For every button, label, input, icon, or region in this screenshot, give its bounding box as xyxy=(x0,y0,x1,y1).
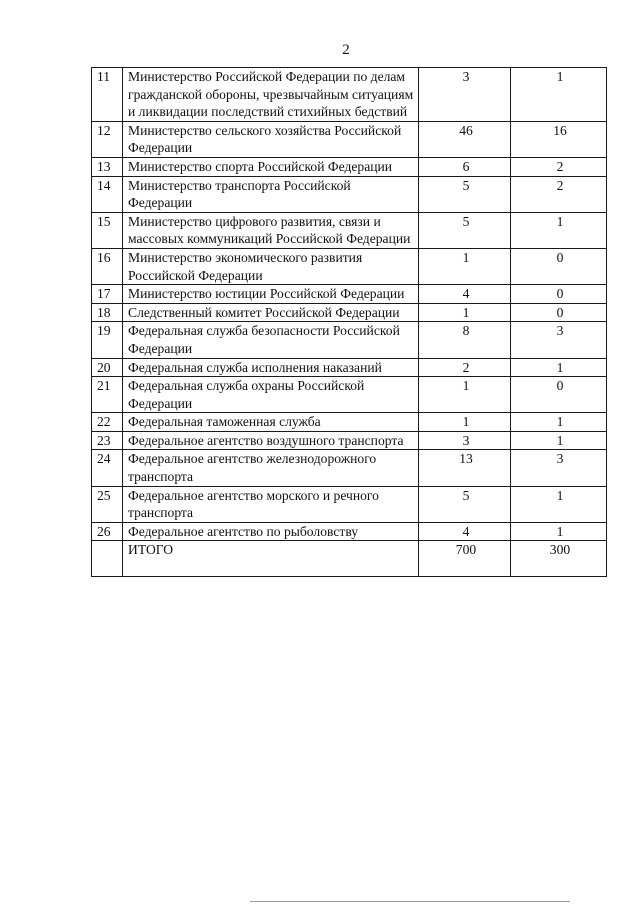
page-number: 2 xyxy=(342,42,350,58)
count-column-2: 0 xyxy=(511,248,607,284)
count-column-2: 1 xyxy=(511,486,607,522)
table-row xyxy=(92,157,607,176)
row-number: 11 xyxy=(92,68,123,122)
count-column-1: 1 xyxy=(419,248,511,284)
table-row xyxy=(92,212,607,248)
table-row xyxy=(92,68,607,122)
table-row xyxy=(92,431,607,450)
table-row xyxy=(92,285,607,304)
row-number: 12 xyxy=(92,121,123,157)
count-column-2: 2 xyxy=(511,157,607,176)
count-column-1: 8 xyxy=(419,322,511,358)
organization-name: Министерство юстиции Российской Федерации xyxy=(123,285,419,304)
table-row xyxy=(92,413,607,432)
table-row xyxy=(92,322,607,358)
count-column-2: 3 xyxy=(511,322,607,358)
row-number: 13 xyxy=(92,157,123,176)
organization-name: Министерство экономического развития Российской Федерации xyxy=(123,248,419,284)
row-number: 18 xyxy=(92,303,123,322)
count-column-2: 16 xyxy=(511,121,607,157)
count-column-1: 13 xyxy=(419,450,511,486)
organization-name: Министерство цифрового развития, связи и массовых коммуникаций Российской Федерации xyxy=(123,212,419,248)
count-column-2: 1 xyxy=(511,522,607,541)
table-row xyxy=(92,121,607,157)
total-number-cell xyxy=(92,541,123,577)
count-column-1: 3 xyxy=(419,68,511,122)
count-column-1: 5 xyxy=(419,176,511,212)
total-label: ИТОГО xyxy=(123,541,419,577)
count-column-1: 5 xyxy=(419,212,511,248)
table-row xyxy=(92,450,607,486)
count-column-2: 0 xyxy=(511,377,607,413)
organization-name: Министерство спорта Российской Федерации xyxy=(123,157,419,176)
organization-name: Федеральное агентство по рыболовству xyxy=(123,522,419,541)
row-number: 14 xyxy=(92,176,123,212)
count-column-1: 4 xyxy=(419,522,511,541)
organization-name: Федеральная служба безопасности Российской Федерации xyxy=(123,322,419,358)
total-column-1: 700 xyxy=(419,541,511,577)
count-column-1: 4 xyxy=(419,285,511,304)
count-column-2: 1 xyxy=(511,212,607,248)
table-row xyxy=(92,358,607,377)
count-column-1: 1 xyxy=(419,377,511,413)
count-column-2: 1 xyxy=(511,413,607,432)
count-column-1: 46 xyxy=(419,121,511,157)
scan-edge-line xyxy=(250,901,570,902)
count-column-2: 1 xyxy=(511,431,607,450)
row-number: 26 xyxy=(92,522,123,541)
table-row xyxy=(92,522,607,541)
total-row xyxy=(92,541,607,577)
count-column-1: 3 xyxy=(419,431,511,450)
count-column-1: 6 xyxy=(419,157,511,176)
count-column-2: 0 xyxy=(511,285,607,304)
organization-name: Министерство сельского хозяйства Российской Федерации xyxy=(123,121,419,157)
table-row xyxy=(92,248,607,284)
row-number: 23 xyxy=(92,431,123,450)
allocation-table xyxy=(91,67,607,577)
organization-name: Федеральное агентство воздушного транспорта xyxy=(123,431,419,450)
row-number: 19 xyxy=(92,322,123,358)
count-column-2: 1 xyxy=(511,68,607,122)
count-column-2: 0 xyxy=(511,303,607,322)
total-column-2: 300 xyxy=(511,541,607,577)
count-column-1: 1 xyxy=(419,303,511,322)
row-number: 20 xyxy=(92,358,123,377)
organization-name: Следственный комитет Российской Федерации xyxy=(123,303,419,322)
count-column-2: 3 xyxy=(511,450,607,486)
table-row xyxy=(92,377,607,413)
organization-name: Министерство Российской Федерации по делам гражданской обороны, чрезвычайным ситуациям и ликвидации последствий стихийных бедствий xyxy=(123,68,419,122)
organization-name: Министерство транспорта Российской Федерации xyxy=(123,176,419,212)
organization-name: Федеральная служба охраны Российской Федерации xyxy=(123,377,419,413)
row-number: 21 xyxy=(92,377,123,413)
table-row xyxy=(92,176,607,212)
row-number: 22 xyxy=(92,413,123,432)
row-number: 24 xyxy=(92,450,123,486)
row-number: 17 xyxy=(92,285,123,304)
table-row xyxy=(92,486,607,522)
row-number: 15 xyxy=(92,212,123,248)
count-column-2: 1 xyxy=(511,358,607,377)
count-column-1: 5 xyxy=(419,486,511,522)
organization-name: Федеральное агентство железнодорожного транспорта xyxy=(123,450,419,486)
row-number: 16 xyxy=(92,248,123,284)
count-column-1: 2 xyxy=(419,358,511,377)
count-column-1: 1 xyxy=(419,413,511,432)
count-column-2: 2 xyxy=(511,176,607,212)
organization-name: Федеральная таможенная служба xyxy=(123,413,419,432)
organization-name: Федеральная служба исполнения наказаний xyxy=(123,358,419,377)
organization-name: Федеральное агентство морского и речного транспорта xyxy=(123,486,419,522)
row-number: 25 xyxy=(92,486,123,522)
table-row xyxy=(92,303,607,322)
